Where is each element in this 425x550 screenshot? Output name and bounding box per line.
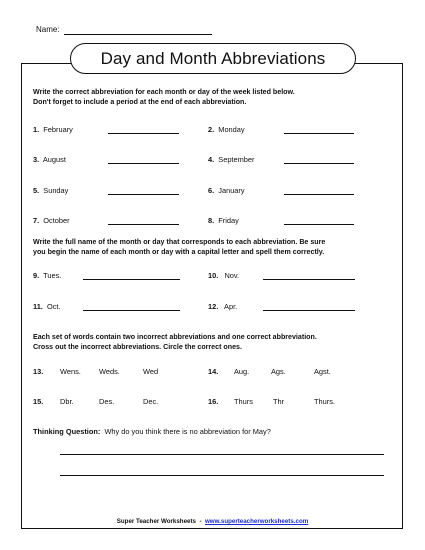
name-line[interactable] — [64, 34, 212, 35]
question-5 — [33, 186, 68, 195]
question-15 — [33, 397, 43, 406]
question-12 — [208, 302, 237, 311]
question-word: Sunday — [43, 186, 69, 195]
section2-instructions — [33, 238, 325, 257]
question-10 — [208, 271, 239, 280]
question-number: 7. — [33, 216, 40, 225]
answer-blank-10[interactable] — [263, 279, 355, 280]
answer-blank-9[interactable] — [83, 279, 180, 280]
name-label: Name: — [36, 25, 60, 34]
question-6 — [208, 186, 245, 195]
question-9 — [33, 271, 61, 280]
question-number: 8. — [208, 216, 215, 225]
question-number: 2. — [208, 125, 215, 134]
question-word: August — [42, 155, 66, 164]
question-13 — [33, 367, 43, 376]
question-word: Nov. — [224, 271, 240, 280]
question-word: September — [218, 155, 255, 164]
question-word: Apr. — [224, 302, 238, 311]
section1-instruction-line: Don't forget to include a period at the end of each abbreviation. — [33, 97, 247, 106]
question-number: 13. — [33, 367, 44, 376]
question-number: 16. — [208, 397, 219, 406]
thinking-question — [33, 427, 271, 436]
thinking-label: Thinking Question: — [33, 427, 101, 436]
option-word[interactable]: Dbr. — [60, 397, 74, 406]
section3-instructions — [33, 333, 317, 352]
footer-url-link[interactable]: www.superteacherworksheets.com — [204, 518, 309, 525]
section1-instruction-line: Write the correct abbreviation for each month or day of the week listed below. — [33, 88, 295, 96]
option-word[interactable]: Thurs — [234, 397, 253, 406]
question-word: Friday — [218, 216, 239, 225]
question-number: 1. — [33, 125, 40, 134]
section2-instruction-line: Write the full name of the month or day that corresponds to each abbreviation. Be sure — [33, 238, 326, 246]
question-word: Tues. — [43, 271, 62, 280]
question-14 — [208, 367, 218, 376]
writing-line-2[interactable] — [60, 475, 384, 476]
question-word: February — [43, 125, 73, 134]
option-word[interactable]: Weds. — [99, 367, 120, 376]
question-4 — [208, 155, 254, 164]
footer-brand: Super Teacher Worksheets — [116, 518, 196, 525]
question-number: 9. — [33, 271, 40, 280]
question-number: 5. — [33, 186, 40, 195]
page-title: Day and Month Abbreviations — [70, 43, 356, 74]
option-word[interactable]: Wens. — [60, 367, 81, 376]
question-number: 11. — [33, 302, 43, 311]
answer-blank-11[interactable] — [83, 310, 180, 311]
option-word[interactable]: Ags. — [271, 367, 286, 376]
question-1 — [33, 125, 73, 134]
question-number: 15. — [33, 397, 44, 406]
answer-blank-2[interactable] — [284, 133, 354, 134]
writing-line-1[interactable] — [60, 454, 384, 455]
footer-separator: - — [199, 518, 202, 525]
option-word[interactable]: Aug. — [234, 367, 250, 376]
option-word[interactable]: Des. — [99, 397, 115, 406]
question-number: 3. — [33, 155, 40, 164]
answer-blank-12[interactable] — [263, 310, 355, 311]
section3-instruction-line: Cross out the incorrect abbreviations. Circle the correct ones. — [33, 342, 242, 351]
question-number: 14. — [208, 367, 219, 376]
question-16 — [208, 397, 218, 406]
section2-instruction-line: you begin the name of each month or day with a capital letter and spell them correctly. — [33, 247, 325, 256]
question-number: 10. — [208, 271, 219, 280]
question-word: Monday — [218, 125, 245, 134]
question-word: October — [43, 216, 70, 225]
answer-blank-4[interactable] — [284, 163, 354, 164]
option-word[interactable]: Thr — [273, 397, 285, 406]
option-word[interactable]: Agst. — [314, 367, 331, 376]
question-number: 12. — [208, 302, 219, 311]
answer-blank-5[interactable] — [108, 194, 179, 195]
question-2 — [208, 125, 245, 134]
answer-blank-8[interactable] — [284, 224, 354, 225]
question-8 — [208, 216, 239, 225]
answer-blank-3[interactable] — [108, 163, 179, 164]
option-word[interactable]: Wed — [143, 367, 159, 376]
thinking-text: Why do you think there is no abbreviation for May? — [104, 427, 271, 436]
question-word: Oct. — [46, 302, 61, 311]
footer — [0, 518, 425, 525]
question-word: January — [218, 186, 245, 195]
question-number: 6. — [208, 186, 215, 195]
section1-instructions — [33, 88, 295, 107]
question-7 — [33, 216, 70, 225]
question-11 — [33, 302, 61, 311]
question-3 — [33, 155, 66, 164]
section3-instruction-line: Each set of words contain two incorrect abbreviations and one correct abbreviation. — [33, 333, 317, 341]
answer-blank-7[interactable] — [108, 224, 179, 225]
question-number: 4. — [208, 155, 215, 164]
option-word[interactable]: Dec. — [143, 397, 159, 406]
option-word[interactable]: Thurs. — [314, 397, 335, 406]
answer-blank-6[interactable] — [284, 194, 354, 195]
answer-blank-1[interactable] — [108, 133, 179, 134]
